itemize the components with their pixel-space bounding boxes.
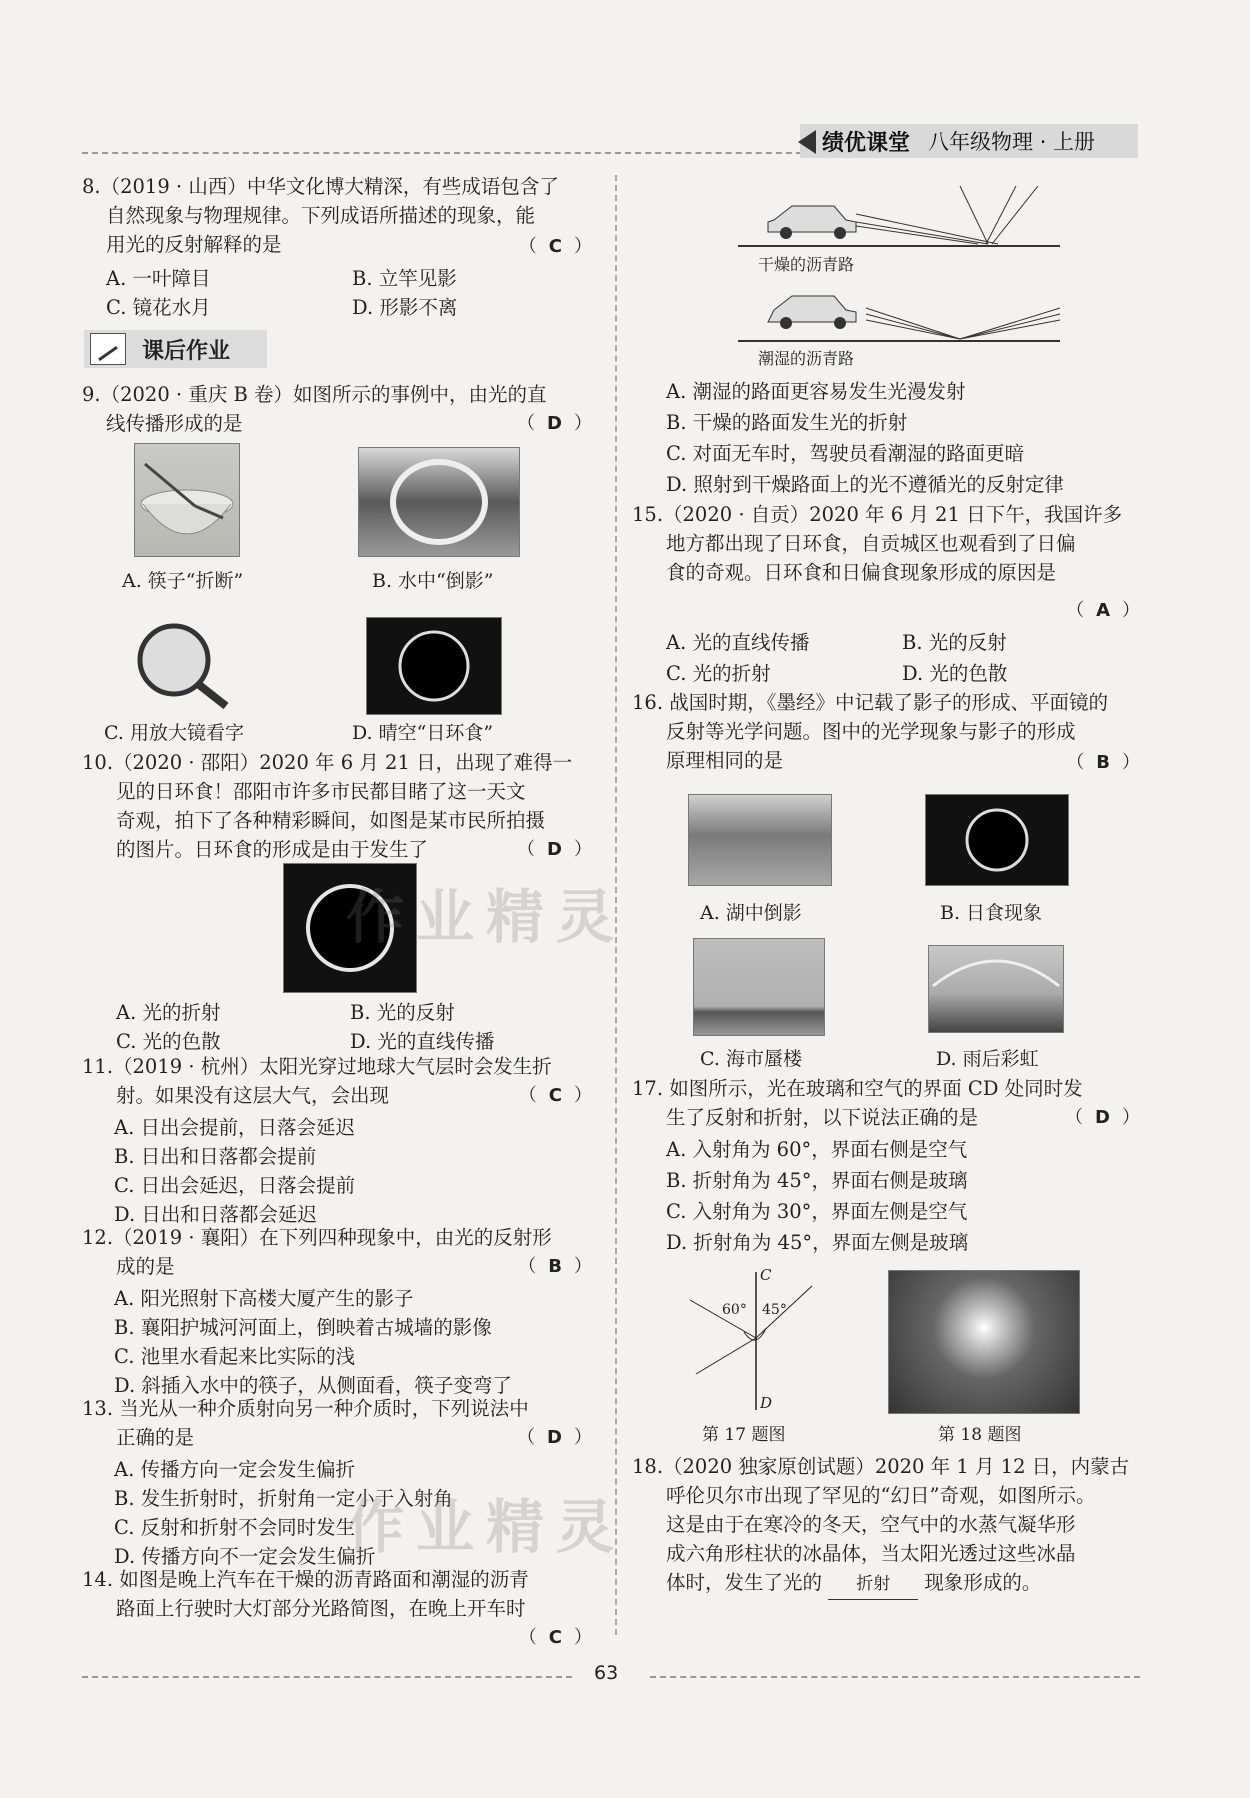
question-11 bbox=[82, 1052, 592, 1110]
q18-line: 18.（2020 独家原创试题）2020 年 1 月 12 日，内蒙古 bbox=[632, 1455, 1130, 1478]
question-14 bbox=[82, 1565, 592, 1648]
watermark: 作业精灵 bbox=[346, 1493, 627, 1561]
fig18-caption: 第 18 题图 bbox=[938, 1425, 1022, 1445]
question-10 bbox=[82, 748, 592, 864]
q10-line: 奇观，拍下了各种精彩瞬间，如图是某市民所拍摄 bbox=[116, 809, 546, 832]
header-triangle-icon bbox=[798, 130, 816, 154]
fig17-caption: 第 17 题图 bbox=[702, 1425, 786, 1445]
solar-eclipse-image bbox=[366, 617, 502, 715]
q14-option: D. 照射到干燥路面上的光不遵循光的反射定律 bbox=[666, 473, 1064, 496]
q13-answer: （ D ） bbox=[517, 1427, 592, 1448]
refraction-diagram bbox=[686, 1266, 816, 1414]
q9-caption: B. 水中“倒影” bbox=[372, 570, 494, 592]
q14-option: B. 干燥的路面发生光的折射 bbox=[666, 411, 908, 434]
q15-line: 15.（2020 · 自贡）2020 年 6 月 21 日下午，我国许多 bbox=[632, 503, 1123, 526]
q14-option: C. 对面无车时，驾驶员看潮湿的路面更暗 bbox=[666, 442, 1025, 465]
question-12 bbox=[82, 1223, 592, 1281]
q8-line: 自然现象与物理规律。下列成语所描述的现象，能 bbox=[106, 204, 536, 227]
q13-option: A. 传播方向一定会发生偏折 bbox=[114, 1458, 355, 1481]
header-banner bbox=[800, 124, 1138, 158]
q8-answer: （ C ） bbox=[518, 236, 592, 257]
magnifier-image bbox=[126, 618, 234, 710]
question-18 bbox=[632, 1452, 1140, 1600]
q8-option: D. 形影不离 bbox=[352, 296, 458, 319]
q9-line: 线传播形成的是 bbox=[106, 412, 243, 435]
q12-answer: （ B ） bbox=[518, 1256, 592, 1277]
q14-line: 14. 如图是晚上汽车在干燥的沥青路面和潮湿的沥青 bbox=[82, 1568, 529, 1591]
section-banner bbox=[84, 330, 267, 368]
interface-label-d: D bbox=[760, 1394, 773, 1412]
car-icon bbox=[768, 296, 856, 329]
q13-option: C. 反射和折射不会同时发生 bbox=[114, 1516, 356, 1539]
q10-option: B. 光的反射 bbox=[350, 1001, 455, 1024]
q12-option: B. 襄阳护城河河面上，倒映着古城墙的影像 bbox=[114, 1316, 492, 1339]
subject-title: 八年级物理 · 上册 bbox=[928, 130, 1096, 154]
q16-line: 原理相同的是 bbox=[666, 749, 784, 772]
q15-option: A. 光的直线传播 bbox=[666, 631, 810, 654]
q15-line: 地方都出现了日环食，自贡城区也观看到了日偏 bbox=[666, 532, 1076, 555]
q10-line: 10.（2020 · 邵阳）2020 年 6 月 21 日，出现了难得一 bbox=[82, 751, 573, 774]
q9-caption: D. 晴空“日环食” bbox=[352, 722, 494, 744]
q16-line: 16. 战国时期，《墨经》中记载了影子的形成、平面镜的 bbox=[632, 691, 1108, 714]
q8-option: A. 一叶障目 bbox=[106, 267, 211, 290]
q9-line: 9.（2020 · 重庆 B 卷）如图所示的事例中，由光的直 bbox=[82, 383, 547, 406]
question-16 bbox=[632, 688, 1140, 775]
question-8 bbox=[82, 172, 592, 259]
q11-option: A. 日出会提前，日落会延迟 bbox=[114, 1116, 355, 1139]
q14-answer: （ C ） bbox=[518, 1627, 592, 1648]
q14-line: 路面上行驶时大灯部分光路简图，在晚上开车时 bbox=[116, 1597, 526, 1620]
q16-line: 反射等光学问题。图中的光学现象与影子的形成 bbox=[666, 720, 1076, 743]
q11-option: C. 日出会延迟，日落会提前 bbox=[114, 1174, 356, 1197]
footer-rule bbox=[82, 1676, 572, 1678]
q15-option: D. 光的色散 bbox=[902, 662, 1008, 685]
lake-reflection-image bbox=[688, 794, 832, 886]
question-17 bbox=[632, 1074, 1140, 1132]
pen-icon bbox=[90, 333, 126, 365]
q17-line: 17. 如图所示，光在玻璃和空气的界面 CD 处同时发 bbox=[632, 1077, 1083, 1100]
q18-line: 体时，发生了光的 折射 现象形成的。 bbox=[632, 1568, 1140, 1600]
question-9 bbox=[82, 380, 592, 438]
q10-answer: （ D ） bbox=[517, 839, 592, 860]
q10-option: A. 光的折射 bbox=[116, 1001, 221, 1024]
sundog-image bbox=[888, 1270, 1080, 1414]
q10-option: D. 光的直线传播 bbox=[350, 1030, 495, 1053]
q8-line: 8.（2019 · 山西）中华文化博大精深，有些成语包含了 bbox=[82, 175, 559, 198]
bowl-chopstick-image bbox=[134, 443, 240, 557]
q18-line: 这是由于在寒冷的冬天，空气中的水蒸气凝华形 bbox=[666, 1513, 1076, 1536]
q13-option: B. 发生折射时，折射角一定小于入射角 bbox=[114, 1487, 453, 1510]
q8-option: B. 立竿见影 bbox=[352, 267, 457, 290]
wet-road-label: 潮湿的沥青路 bbox=[758, 349, 855, 368]
watermark: 作业精灵 bbox=[346, 883, 627, 951]
interface-label-c: C bbox=[760, 1266, 772, 1284]
q17-answer: （ D ） bbox=[1065, 1107, 1140, 1128]
q16-caption: A. 湖中倒影 bbox=[700, 902, 802, 924]
q17-line: 生了反射和折射，以下说法正确的是 bbox=[666, 1106, 979, 1129]
q9-caption: C. 用放大镜看字 bbox=[104, 722, 244, 744]
q12-line: 成的是 bbox=[116, 1255, 175, 1278]
q11-answer: （ C ） bbox=[518, 1085, 592, 1106]
angle-label: 60° bbox=[722, 1302, 747, 1318]
q17-option: A. 入射角为 60°，界面右侧是空气 bbox=[666, 1138, 968, 1161]
q10-line: 的图片。日环食的形成是由于发生了 bbox=[116, 838, 429, 861]
q8-line: 用光的反射解释的是 bbox=[106, 233, 282, 256]
footer-rule bbox=[650, 1676, 1140, 1678]
section-title: 课后作业 bbox=[142, 338, 231, 364]
q10-line: 见的日环食！邵阳市许多市民都目睹了这一天文 bbox=[116, 780, 526, 803]
q15-answer: （ A ） bbox=[1066, 600, 1140, 621]
q17-option: B. 折射角为 45°，界面右侧是玻璃 bbox=[666, 1169, 968, 1192]
q14-option: A. 潮湿的路面更容易发生光漫发射 bbox=[666, 380, 966, 403]
eclipse-image bbox=[925, 794, 1069, 886]
dry-road-label: 干燥的沥青路 bbox=[758, 255, 855, 274]
q17-option: D. 折射角为 45°，界面左侧是玻璃 bbox=[666, 1231, 969, 1254]
q11-option: D. 日出和日落都会延迟 bbox=[114, 1203, 317, 1226]
q10-option: C. 光的色散 bbox=[116, 1030, 221, 1053]
bridge-reflection-image bbox=[358, 447, 520, 557]
angle-label: 45° bbox=[762, 1302, 787, 1318]
q18-line: 成六角形柱状的冰晶体，当太阳光透过这些冰晶 bbox=[666, 1542, 1076, 1565]
q15-line: 食的奇观。日环食和日偏食现象形成的原因是 bbox=[666, 561, 1057, 584]
q12-option: A. 阳光照射下高楼大厦产生的影子 bbox=[114, 1287, 414, 1310]
q12-option: C. 池里水看起来比实际的浅 bbox=[114, 1345, 356, 1368]
q15-option: B. 光的反射 bbox=[902, 631, 1007, 654]
q11-line: 11.（2019 · 杭州）太阳光穿过地球大气层时会发生折 bbox=[82, 1055, 552, 1078]
question-13 bbox=[82, 1394, 592, 1452]
q15-option: C. 光的折射 bbox=[666, 662, 771, 685]
mirage-image bbox=[693, 938, 825, 1036]
q13-line: 正确的是 bbox=[116, 1426, 195, 1449]
q8-option: C. 镜花水月 bbox=[106, 296, 211, 319]
q16-caption: C. 海市蜃楼 bbox=[700, 1048, 802, 1070]
q18-line: 呼伦贝尔市出现了罕见的“幻日”奇观，如图所示。 bbox=[666, 1484, 1096, 1507]
q12-line: 12.（2019 · 襄阳）在下列四种现象中，由光的反射形 bbox=[82, 1226, 552, 1249]
q9-caption: A. 筷子“折断” bbox=[122, 570, 244, 592]
question-15 bbox=[632, 500, 1140, 621]
q17-option: C. 入射角为 30°，界面左侧是空气 bbox=[666, 1200, 968, 1223]
q13-option: D. 传播方向不一定会发生偏折 bbox=[114, 1545, 376, 1568]
q12-option: D. 斜插入水中的筷子，从侧面看，筷子变弯了 bbox=[114, 1374, 512, 1397]
q11-option: B. 日出和日落都会提前 bbox=[114, 1145, 317, 1168]
page-number: 63 bbox=[594, 1662, 619, 1684]
q16-caption: D. 雨后彩虹 bbox=[936, 1048, 1039, 1070]
q9-answer: （ D ） bbox=[517, 413, 592, 434]
car-icon bbox=[768, 206, 856, 239]
rainbow-image bbox=[928, 945, 1064, 1033]
header-rule bbox=[82, 152, 802, 154]
q11-line: 射。如果没有这层大气，会出现 bbox=[116, 1084, 390, 1107]
q16-caption: B. 日食现象 bbox=[940, 902, 1043, 924]
q16-answer: （ B ） bbox=[1066, 752, 1140, 773]
q13-line: 13. 当光从一种介质射向另一种介质时，下列说法中 bbox=[82, 1397, 529, 1420]
answer-blank: 折射 bbox=[828, 1570, 918, 1600]
brand-title: 绩优课堂 bbox=[822, 130, 911, 156]
